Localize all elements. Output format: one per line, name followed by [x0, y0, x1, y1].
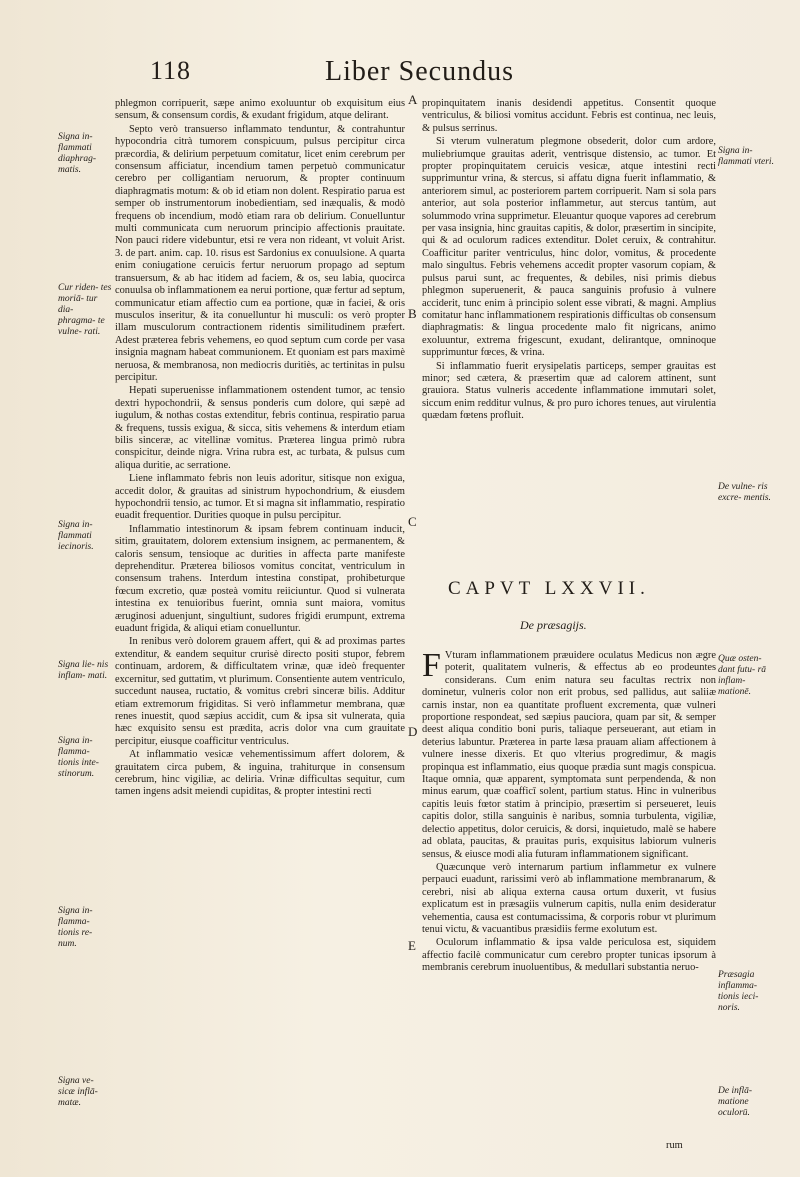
section-letter: E	[408, 938, 416, 953]
section-letter: D	[408, 724, 418, 739]
chapter-subtitle: De præsagijs.	[520, 618, 587, 632]
chapter-heading: CAPVT LXXVII.	[448, 578, 650, 599]
margin-note: Signa in- flammati diaphrag- matis.	[58, 132, 96, 175]
paragraph: Liene inflammato febris non leuis adoritur, sitisque non exigua, accedit dolor, & grauitas ad sinistrum hypochondrium, & eiusdem hypochondrii tensio, ac tumor. Et si magna sit inflammatio, respiratio euadit frequentior. Durities quoque in pulsu percipitur.	[115, 473, 405, 522]
margin-note: Signa lie- nis inflam- mati.	[58, 660, 109, 681]
margin-note: Cur riden- tes moriā- tur dia- phragma- te vulne- rati.	[58, 283, 112, 337]
paragraph: phlegmon corripuerit, sæpe animo exoluuntur ob exquisitum eius sensum, & consensum cordis, & exudant frigidum, atque delirant.	[115, 98, 405, 122]
section-letter: C	[408, 514, 417, 529]
left-column	[115, 98, 405, 800]
margin-note: Signa ve- sicæ inflā- matæ.	[58, 1076, 98, 1108]
margin-note: Præsagia inflamma- tionis ieci- noris.	[718, 970, 759, 1013]
paragraph: At inflammatio vesicæ vehementissimum affert dolorem, & grauitatem circa pubem, & inguina, trahiturque in consensum cerebrum, hinc vigiliæ, ac deliria. Vrinæ difficultas sequitur, cum tamen ingens adsit meiendi cupiditas, & propter intestini recti	[115, 749, 405, 798]
paragraph: In renibus verò dolorem grauem affert, qui & ad proximas partes extenditur, & eandem sequitur crurisè directo positi stupor, febrem continuam, ardorem, & difficultatem vrinæ, quæ ideò frequenter excernitur, sed guttatim, vt plurimum. Consentiente autem ventriculo, succedunt nausea, ructatio, & vomitus crebri sinceræ bilis. Additur etiam extremorum frigiditas. Si verò inflammetur membrana, quæ renes inuestit, quod sæpius accidit, cum & ipsa sit vulnerata, quia hæc exquisito sensu est prædita, acris dolor vna cum grauitate percipitur, eiusque coafficitur ventriculus.	[115, 636, 405, 747]
margin-note: Signa in- flamma- tionis inte- stinorum.	[58, 736, 99, 779]
section-letter: A	[408, 92, 418, 107]
paragraph: Si inflammatio fuerit erysipelatis particeps, semper grauitas est minor; sed cætera, & præsertim quæ ad calorem attinent, sunt grauiora. Status vulneris accedente inflammatione immutari solet, siccum enim redditur vulnus, & pro puro ichores tenues, aut virulentia quædam fœtens profluit.	[422, 360, 716, 422]
page-number: 118	[150, 56, 192, 85]
paragraph: Quæcunque verò internarum partium inflammetur ex vulnere perpauci euadunt, rarissimi verò ab inflammatione membranarum, & cerebri, nisi ab aliqua externa causa ortum duxerit, vt fusius explicatum est in præsagiis vulnerum capitis, nulla enim desideratur vehementia, causa est contumacissima, & corporis robur vt plurimum tenui victu, & vacuantibus præsidiis ferme exolutum est.	[422, 861, 716, 935]
section-letter: B	[408, 306, 417, 321]
margin-note: De inflā- matione oculorū.	[718, 1086, 753, 1118]
running-title: Liber Secundus	[325, 56, 514, 87]
catchword: rum	[666, 1140, 683, 1151]
margin-note: De vulne- ris excre- mentis.	[718, 482, 771, 503]
right-column-bottom	[422, 647, 716, 976]
margin-note: Signa in- flammati vteri.	[718, 146, 774, 167]
margin-note: Signa in- flammati iecinoris.	[58, 520, 94, 552]
margin-note: Quæ osten- dant futu- rā inflam- mationē.	[718, 654, 767, 697]
paragraph: Si vterum vulneratum plegmone obsederit, dolor cum ardore, muliebriumque grauitas aderit, ventrisque distensio, ac tumor. Et propter propinquitatem ceruicis vesicæ, atque intestini recti supprimuntur vrina, & stercus, si affatu digna fuerit inflammatio, & anteriorem simul, ac posteriorem partem corripuerit. Nam si sola pars anterior, aut sola posterior inflammetur, aut stercus tantùm, aut solummodo vrina supprimetur. Eleuantur quoque vapores ad cerebrum per vasa insignia, hinc grauitas capitis, & dolor, præsertim in sincipite, qui & ad oculorum radices extenditur. Dolet ceruix, & contrahitur. Coafficitur pariter ventriculus, hinc dolor, vomitus, & procedente malo singultus. Febris vehemens accedit propter vasorum copiam, & pulsus parui sunt, ac frequentes, & debiles, nisi primis diebus phlegmon superuenerit, & pauca sanguinis profusio à vulnere acciderit, tunc enim à principio solent esse vibrati, & magni. Amplius comitatur hanc inflammationem respirationis difficultas ob consensum diaphragmatis: & lingua procedente malo fit nigricans, animo exoluuntur, extrema frigescunt, exudant, delirantque, omninoque supprimuntur fœces, & vrina.	[422, 136, 716, 359]
paragraph: Hepati superuenisse inflammationem ostendent tumor, ac tensio dextri hypochondrii, & sensus ponderis cum dolore, qui sæpè ad iugulum, & nothas costas extenditur, febris continua, respiratio parua & frequens, tussis exigua, & sicca, sitis vehemens & interdum etiam bilis sinceræ, ac vitellinæ vomitus. Præterea lingua primò rubra conspicitur, deinde nigra. Vrina rubra est, ac turbata, & pulsus cum aliqua duritie, ac serratione.	[115, 385, 405, 471]
paragraph: Septo verò transuerso inflammato tenduntur, & contrahuntur hypocondria citrà tumorem conspicuum, pulsus percipitur circa præcordia, & delirium perpetuum comitatur, licet enim cerebrum per consensum afficiatur, incendium tamen perpetuò communicatur cerebro per colligantiam neruorum, & propter continuum diaphragmatis motum: & ob id etiam non dolent. Respiratio parua est semper ob instrumentorum inobedientiam, sed inæqualis, & modò frequens ob incendium, modò etiam rara ob delirium. Conuelluntur multi communicata cum neruorum principio affectionis prauitate. Non pauci ridere videbuntur, etsi re vera non rideant, vt voluit Arist. 3. de part. anim. cap. 10. risus est Sardonius ex conuulsione. A quarta enim coniugatione ceruicis fertur neruorum propago ad septum transuersum, & ab hac itidem ad faciem, & os, seu labia, quocirca conuulsa ob inflammationem ea nerui portione, quæ fertur ad septum, communicatur etiam affectio cum ea portione, quæ in faciei, & oris musculos inseritur, & ita conuelluntur hi musculi: os verò propter illam musculorum contractionem ridentis similitudinem præfert. Adest præterea febris vehemens, eo quod septum cum corde per vasa insignia magnam habeat communionem. Et quoniam est pars maximè neruosa, & membranosa, non mediocris duritiès, ac tertinitas in pulsu percipitur.	[115, 123, 405, 383]
paragraph: propinquitatem inanis desidendi appetitus. Consentit quoque ventriculus, & biliosi vomitus accidunt. Febris est continua, nec leuis, & pulsus serrinus.	[422, 98, 716, 134]
paragraph	[422, 647, 716, 861]
paragraph: Inflammatio intestinorum & ipsam febrem continuam inducit, sitim, grauitatem, dolorem extensium insignem, ac permanentem, & caloris sensum, tensioque ac durities in affecta parte manifeste deprehenditur. Præterea biliosos vomitus concitat, ventriculum in consensum trahens. Interdum intestina constipat, prohibeturque fœcum excretio, quæ posteà vomitu reiiciuntur. Quod si vulnerata intestina ex tenuioribus fuerint, omnia sunt maiora, vomitus æruginosi aduenjunt, singultiunt, sudores frigidi erumpunt, extrema euadunt frigida, & aliqui etiam conuelluntur.	[115, 523, 405, 635]
paragraph: Oculorum inflammatio & ipsa valde periculosa est, siquidem affectio facilè communicatur cum cerebro propter tunicas ipsorum à membranis cerebrum inuoluentibus, & medullari substantia neruo-	[422, 937, 716, 974]
margin-note: Signa in- flamma- tionis re- num.	[58, 906, 93, 949]
right-column-top	[422, 98, 716, 424]
paragraph-text: Vturam inflammationem præuidere oculatus Medicus non ægre poterit, qualitatem vulneris, & effectus ab eo prodeuntes considerans. Cum enim natura seu facultas rectrix non dominetur, vulneris color non erit probus, sed pallidus, aut saliiæ carnis instar, non ea quantitate profluent excrementa, quæ vulneri proportione respondeat, sed sæpius pauciora, quam par sit, & semper deest aliqua conditio boni puris, taliaque perseuerant, aut etiam in deterius labuntur. Præterea in parte læsa prauam aliam affectionem à vulnere inesse dixeris. Et quo vlterius progredimur, & magis propinqua est inflammatio, eius quoque prædia sunt magis conspicua. Itaque omnia, quæ apparent, symptomata sunt perpendenda, & non minus earum, quæ coafficī solent, partium status. Hinc in vulneribus capitis leuis fœtor statim à principio, præsertim si perseueret, leuis capitis dolor, stilla sanguinis è naribus, somnia turbulenta, vigiliæ, delectio appetitus, dolor ceruicis, & dorsi, inquietudo, malè se habere ad oblata, paucitas, & prauitas puris, exquisitus labiorum vulneris sensus, & eiusce modi alia futuram inflammationem significant.	[422, 650, 716, 860]
page-header	[150, 56, 710, 96]
drop-cap: F	[422, 647, 441, 684]
